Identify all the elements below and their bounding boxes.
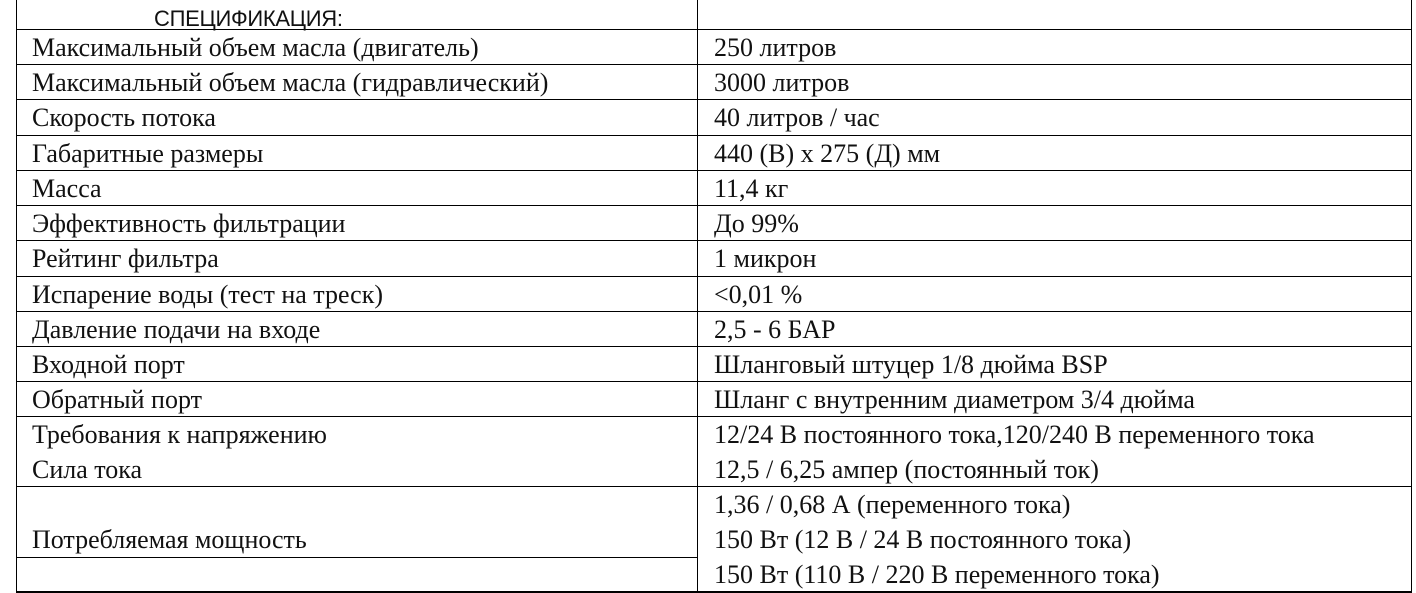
row-value: <0,01 % — [714, 280, 803, 309]
power-label: Потребляемая мощность — [32, 525, 307, 554]
row-value: 3000 литров — [714, 68, 850, 97]
table-row — [17, 347, 1411, 382]
row-value: Шланг с внутренним диаметром 3/4 дюйма — [714, 385, 1195, 414]
row-label: Давление подачи на входе — [17, 312, 698, 346]
table-header-row — [17, 0, 1411, 30]
table-row-power — [17, 487, 1411, 593]
spec-title: СПЕЦИФИКАЦИЯ: — [154, 6, 343, 31]
table-row — [17, 277, 1411, 312]
row-value: 11,4 кг — [714, 174, 789, 203]
table-row — [17, 30, 1411, 65]
row-label: Входной порт — [17, 347, 698, 381]
row-label: Обратный порт — [17, 382, 698, 416]
row-value: 1 микрон — [714, 244, 817, 273]
row-label: Эффективность фильтрации — [17, 206, 698, 240]
specification-table — [16, 0, 1412, 593]
current-value: 12,5 / 6,25 ампер (постоянный ток) — [714, 455, 1099, 484]
row-value: 40 литров / час — [714, 103, 880, 132]
row-value: Шланговый штуцер 1/8 дюйма BSP — [714, 350, 1108, 379]
row-value: 440 (В) x 275 (Д) мм — [714, 139, 941, 168]
row-value — [698, 487, 1411, 593]
row-label: Габаритные размеры — [17, 136, 698, 170]
row-label: Масса — [17, 171, 698, 205]
power-value-line1: 1,36 / 0,68 А (переменного тока) — [714, 490, 1071, 519]
table-row — [17, 312, 1411, 347]
row-label-empty — [17, 558, 698, 593]
table-row — [17, 206, 1411, 241]
table-bottom-border — [16, 591, 1412, 593]
row-label — [17, 417, 698, 486]
row-label: Испарение воды (тест на треск) — [17, 277, 698, 311]
current-label: Сила тока — [32, 455, 143, 484]
table-row — [17, 100, 1411, 136]
header-value-cell — [698, 0, 1411, 29]
row-label: Скорость потока — [17, 100, 698, 135]
row-label: Максимальный объем масла (двигатель) — [17, 30, 698, 64]
header-label-cell — [17, 0, 698, 29]
power-value-line3: 150 Вт (110 В / 220 В переменного тока) — [714, 560, 1160, 589]
row-value — [698, 417, 1411, 486]
table-row — [17, 241, 1411, 277]
row-value: 250 литров — [714, 33, 837, 62]
power-value-line2: 150 Вт (12 В / 24 В постоянного тока) — [714, 525, 1132, 554]
row-label: Рейтинг фильтра — [17, 241, 698, 276]
table-row — [17, 65, 1411, 100]
table-row-voltage — [17, 417, 1411, 487]
voltage-label: Требования к напряжению — [32, 420, 327, 449]
row-label: Максимальный объем масла (гидравлический) — [17, 65, 698, 99]
row-label — [17, 487, 698, 558]
table-row — [17, 136, 1411, 171]
table-row — [17, 382, 1411, 417]
row-value: 2,5 - 6 БАР — [714, 315, 836, 344]
row-value: До 99% — [714, 209, 799, 238]
voltage-value: 12/24 В постоянного тока,120/240 В переменного тока — [714, 420, 1315, 449]
table-row — [17, 171, 1411, 206]
